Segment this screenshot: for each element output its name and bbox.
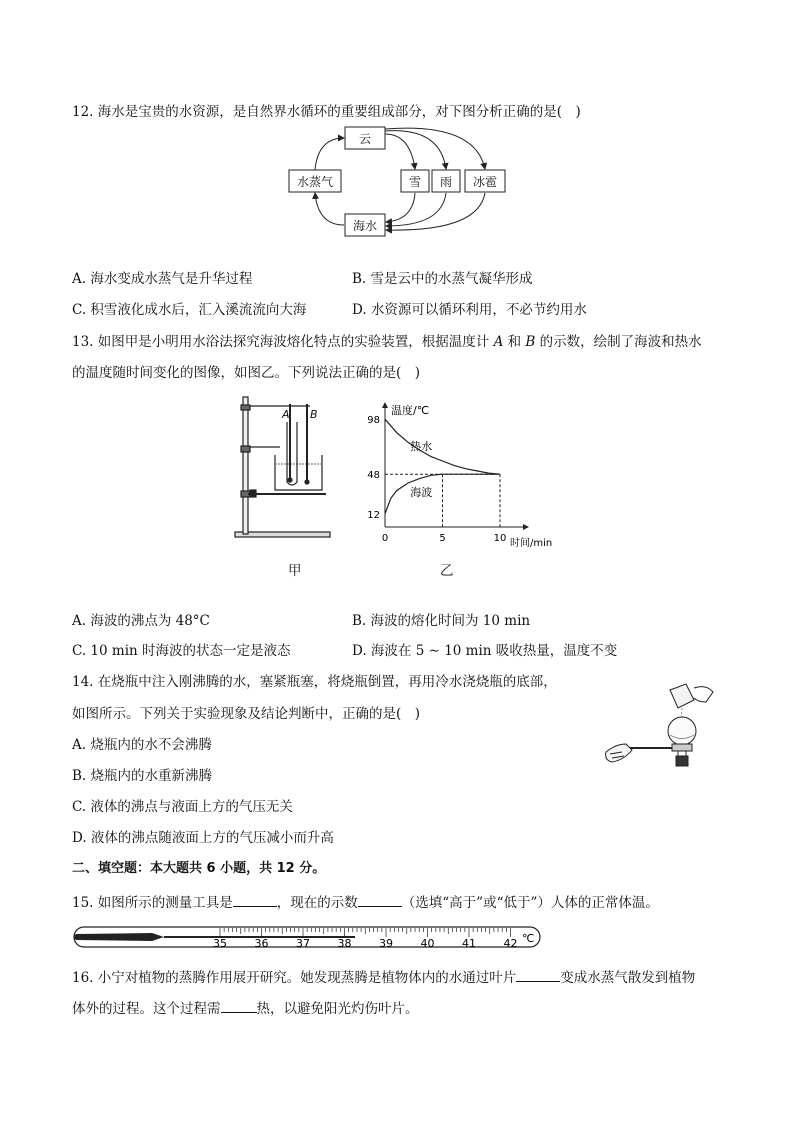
- q14-option-d: D. 液体的沸点随液面上方的气压减小而升高: [72, 830, 334, 846]
- q13-option-b: B. 海波的熔化时间为 10 min: [352, 613, 531, 629]
- figure-jia-caption: 甲: [288, 563, 302, 579]
- q15-text-part: ，现在的示数: [276, 895, 358, 911]
- series-line-hot-water: [385, 419, 500, 474]
- scale-label: 36: [254, 937, 269, 950]
- q16-text-part: 16. 小宁对植物的蒸腾作用展开研究。她发现蒸腾是植物体内的水通过叶片: [72, 970, 517, 986]
- scale-label: 37: [296, 937, 310, 950]
- q13-option-c: C. 10 min 时海波的状态一定是液态: [72, 643, 291, 659]
- x-tick-label: 0: [381, 533, 389, 544]
- y-tick-label: 98: [367, 415, 380, 427]
- q12-stem: 12. 海水是宝贵的水资源，是自然界水循环的重要组成部分，对下图分析正确的是( ): [72, 104, 581, 120]
- q13-option-d: D. 海波在 5 ∼ 10 min 吸收热量，温度不变: [352, 643, 618, 659]
- diagram-snow: 雪: [408, 175, 422, 189]
- q12-option-b: B. 雪是云中的水蒸气凝华形成: [352, 271, 533, 287]
- thermometer-bulb: [74, 933, 164, 941]
- series-label-hot-water: 热水: [410, 440, 433, 453]
- series-label-hypo: 海波: [410, 486, 433, 500]
- q13-stem-a: A: [493, 334, 504, 350]
- q16-blank-2[interactable]: [221, 998, 257, 1013]
- q15-blank-1[interactable]: [233, 892, 277, 907]
- scale-label: 41: [462, 937, 476, 950]
- x-axis-label: 时间/min: [510, 538, 553, 549]
- scale-label: 40: [420, 937, 435, 950]
- q14-stem-line1: 14. 在烧瓶中注入刚沸腾的水，塞紧瓶塞，将烧瓶倒置，再用冷水浇烧瓶的底部，: [72, 674, 557, 690]
- q16-text-part: 变成水蒸气散发到植物: [560, 970, 696, 986]
- figure-yi-caption: 乙: [440, 563, 454, 579]
- inverted-flask-illustration: [598, 680, 723, 775]
- q12-option-d: D. 水资源可以循环利用，不必节约用水: [352, 302, 587, 318]
- diagram-sea: 海水: [352, 219, 378, 233]
- q13-stem-and: 和: [507, 334, 522, 350]
- q13-stem-part: 的示数，绘制了海波和热水: [539, 334, 702, 350]
- scale-label: 39: [379, 937, 393, 950]
- q16-line1: [72, 967, 695, 987]
- clinical-thermometer: [72, 921, 544, 953]
- y-tick-label: 48: [367, 470, 380, 482]
- q13-stem-b: B: [525, 334, 536, 350]
- unit-label: ℃: [522, 932, 535, 945]
- q16-blank-1[interactable]: [516, 967, 560, 982]
- q13-stem-part: 13. 如图甲是小明用水浴法探究海波熔化特点的实验装置，根据温度计: [72, 334, 490, 350]
- q12-option-c: C. 积雪液化成水后，汇入溪流流向大海: [72, 302, 307, 318]
- q14-option-c: C. 液体的沸点与液面上方的气压无关: [72, 799, 293, 815]
- diagram-vapor: 水蒸气: [296, 175, 334, 189]
- q13-stem-line2: 的温度随时间变化的图像，如图乙。下列说法正确的是( ): [72, 365, 421, 381]
- scale-label: 38: [337, 937, 352, 950]
- section-2-heading: 二、填空题：本大题共 6 小题，共 12 分。: [72, 861, 326, 876]
- diagram-hail: 冰雹: [472, 175, 498, 189]
- temperature-time-chart: [360, 395, 560, 555]
- q12-option-a: A. 海水变成水蒸气是升华过程: [72, 271, 253, 287]
- x-tick-label: 10: [493, 533, 507, 544]
- q13-stem-line1: [72, 333, 702, 351]
- water-cycle-diagram: [280, 122, 510, 242]
- diagram-cloud: 云: [358, 132, 372, 146]
- q16-text-part: 体外的过程。这个过程需: [72, 1001, 221, 1017]
- y-axis-label: 温度/℃: [391, 404, 430, 417]
- q15-text-part: 15. 如图所示的测量工具是: [72, 895, 233, 911]
- q15-text-part: （选填“高于”或“低于”）人体的正常体温。: [401, 895, 659, 911]
- q14-option-b: B. 烧瓶内的水重新沸腾: [72, 768, 213, 784]
- q15-blank-2[interactable]: [358, 892, 402, 907]
- thermometer-a-label: A: [282, 408, 290, 421]
- thermometer-b-label: B: [310, 408, 318, 421]
- diagram-rain: 雨: [439, 175, 453, 189]
- q15-text: [72, 892, 659, 912]
- q16-text-part: 热，以避免阳光灼伤叶片。: [256, 1001, 419, 1017]
- y-tick-label: 12: [367, 509, 380, 521]
- scale-label: 42: [503, 937, 518, 950]
- q13-option-a: A. 海波的沸点为 48°C: [72, 613, 210, 629]
- q14-stem-line2: 如图所示。下列关于实验现象及结论判断中，正确的是( ): [72, 706, 421, 722]
- scale-label: 35: [213, 937, 227, 950]
- water-bath-apparatus-figure: [230, 392, 340, 552]
- q14-option-a: A. 烧瓶内的水不会沸腾: [72, 737, 212, 753]
- x-tick-label: 5: [439, 533, 446, 544]
- q16-line2: [72, 998, 419, 1018]
